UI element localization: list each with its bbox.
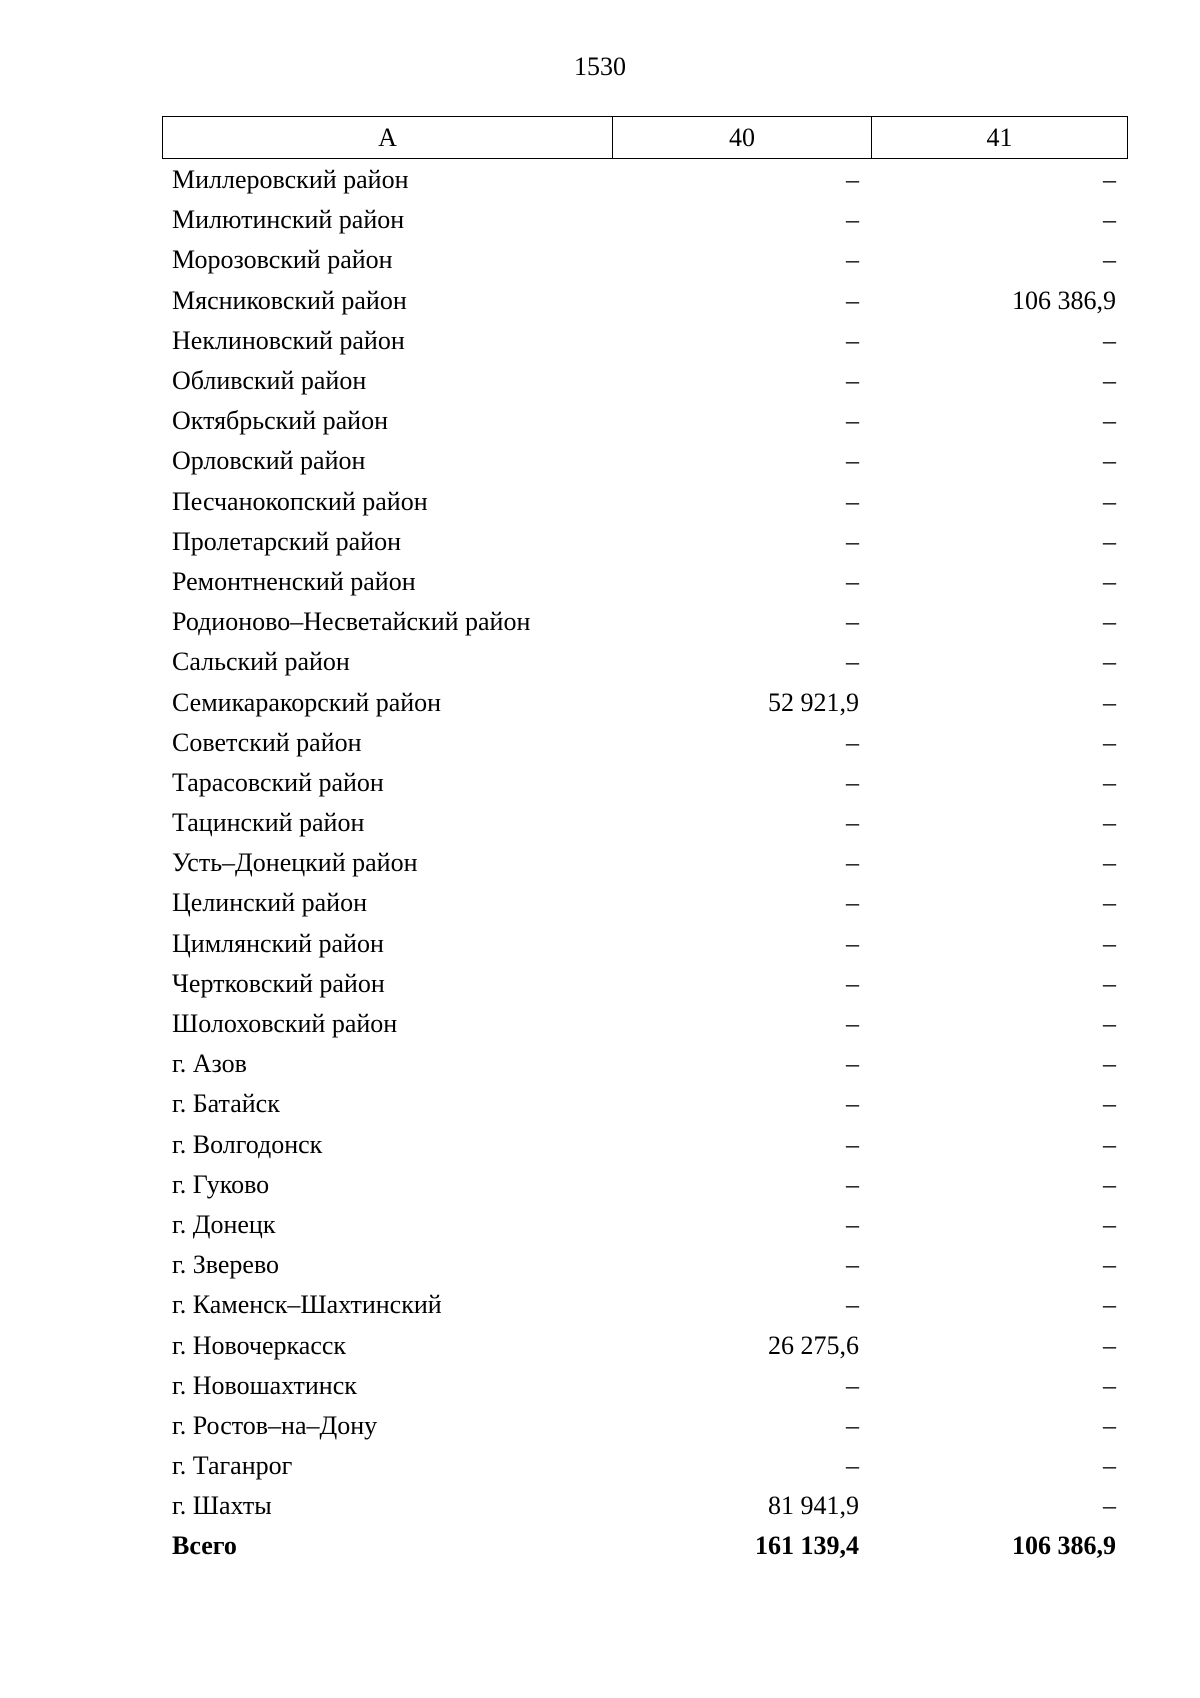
row-value-40-cell: – <box>846 406 859 436</box>
table-row <box>162 562 1128 602</box>
row-value-40-cell: – <box>846 607 859 637</box>
row-value-40-cell: – <box>846 848 859 878</box>
row-value-41-cell: – <box>1103 607 1116 637</box>
row-value-41-cell: – <box>1103 767 1116 797</box>
row-value-41-cell: – <box>1103 366 1116 396</box>
table-row <box>162 1366 1128 1406</box>
table-row <box>162 160 1128 200</box>
table-row <box>162 883 1128 923</box>
table-row <box>162 200 1128 240</box>
row-value-41-cell: – <box>1103 325 1116 355</box>
row-value-40-cell: – <box>846 727 859 757</box>
row-value-41-cell: – <box>1103 566 1116 596</box>
row-value-41-cell: – <box>1103 1009 1116 1039</box>
table-row <box>162 1205 1128 1245</box>
row-value-41-cell: – <box>1103 1330 1116 1360</box>
row-value-41-cell: – <box>1103 848 1116 878</box>
row-name-cell: г. Волгодонск <box>172 1129 323 1159</box>
row-value-41-cell: – <box>1103 1129 1116 1159</box>
row-value-40-cell: – <box>846 1410 859 1440</box>
table-row <box>162 1125 1128 1165</box>
row-value-40-cell: – <box>846 366 859 396</box>
row-value-41-cell: – <box>1103 1491 1116 1521</box>
table-row <box>162 1446 1128 1486</box>
row-value-41-cell: – <box>1103 486 1116 516</box>
row-name-cell: Семикаракорский район <box>172 687 442 717</box>
row-value-41-cell: – <box>1103 928 1116 958</box>
table-body <box>162 160 1128 1567</box>
table-row <box>162 1486 1128 1526</box>
row-value-41-cell: – <box>1103 647 1116 677</box>
row-value-40-cell: – <box>846 325 859 355</box>
row-name-cell: Ремонтненский район <box>172 566 416 596</box>
table-row <box>162 401 1128 441</box>
row-value-40-cell: – <box>846 647 859 677</box>
table-row <box>162 1004 1128 1044</box>
row-value-40-cell: – <box>846 526 859 556</box>
row-name-cell: г. Каменск–Шахтинский <box>172 1290 442 1320</box>
table-row <box>162 924 1128 964</box>
row-value-40-cell: – <box>846 1129 859 1159</box>
row-name-cell: г. Зверево <box>172 1250 280 1280</box>
table-total-row <box>162 1526 1128 1566</box>
row-value-40-cell: – <box>846 1169 859 1199</box>
row-value-40-cell: – <box>846 1451 859 1481</box>
row-value-40-cell: – <box>846 808 859 838</box>
row-name-cell: Пролетарский район <box>172 526 402 556</box>
row-value-40-cell: – <box>846 767 859 797</box>
row-name-cell: г. Новошахтинск <box>172 1370 357 1400</box>
row-name-cell: Советский район <box>172 727 362 757</box>
row-value-40-cell: – <box>846 1049 859 1079</box>
row-name-cell: г. Ростов–на–Дону <box>172 1410 378 1440</box>
row-name-cell: г. Донецк <box>172 1209 276 1239</box>
row-name-cell: Миллеровский район <box>172 165 409 195</box>
row-name-cell: Неклиновский район <box>172 325 405 355</box>
row-value-41-cell: – <box>1103 1370 1116 1400</box>
row-value-40-cell: – <box>846 205 859 235</box>
table-row <box>162 1245 1128 1285</box>
table-row <box>162 482 1128 522</box>
total-value-41-cell: 106 386,9 <box>1012 1531 1116 1561</box>
table-row <box>162 281 1128 321</box>
row-name-cell: Целинский район <box>172 888 367 918</box>
table-row <box>162 1325 1128 1365</box>
row-name-cell: Усть–Донецкий район <box>172 848 418 878</box>
row-value-40-cell: – <box>846 928 859 958</box>
row-value-41-cell: – <box>1103 888 1116 918</box>
row-name-cell: Шолоховский район <box>172 1009 398 1039</box>
row-value-41-cell: – <box>1103 968 1116 998</box>
row-value-40-cell: – <box>846 1009 859 1039</box>
row-name-cell: Орловский район <box>172 446 366 476</box>
total-value-40-cell: 161 139,4 <box>755 1531 859 1561</box>
row-name-cell: Тацинский район <box>172 808 365 838</box>
row-value-41-cell: – <box>1103 1169 1116 1199</box>
row-value-41-cell: – <box>1103 727 1116 757</box>
row-value-41-cell: – <box>1103 406 1116 436</box>
row-name-cell: г. Гуково <box>172 1169 270 1199</box>
table-row <box>162 1285 1128 1325</box>
row-name-cell: Милютинский район <box>172 205 405 235</box>
table-row <box>162 642 1128 682</box>
table-row <box>162 1165 1128 1205</box>
row-name-cell: Морозовский район <box>172 245 393 275</box>
row-name-cell: Родионово–Несветайский район <box>172 607 531 637</box>
row-value-41-cell: – <box>1103 205 1116 235</box>
row-value-41-cell: – <box>1103 1451 1116 1481</box>
row-value-41-cell: – <box>1103 1209 1116 1239</box>
row-value-40-cell: – <box>846 1089 859 1119</box>
row-value-40-cell: 26 275,6 <box>768 1330 859 1360</box>
row-name-cell: Песчанокопский район <box>172 486 428 516</box>
row-value-41-cell: – <box>1103 526 1116 556</box>
row-name-cell: г. Шахты <box>172 1491 272 1521</box>
total-label-cell: Всего <box>172 1531 237 1561</box>
header-cell-40: 40 <box>613 117 872 158</box>
row-value-40-cell: – <box>846 285 859 315</box>
row-name-cell: Октябрьский район <box>172 406 388 436</box>
table-row <box>162 843 1128 883</box>
row-value-40-cell: – <box>846 1370 859 1400</box>
table-row <box>162 602 1128 642</box>
table-header <box>162 116 1128 159</box>
row-name-cell: г. Новочеркасск <box>172 1330 347 1360</box>
row-value-41-cell: – <box>1103 446 1116 476</box>
table-row <box>162 763 1128 803</box>
row-name-cell: Мясниковский район <box>172 285 407 315</box>
row-value-40-cell: – <box>846 486 859 516</box>
row-name-cell: г. Азов <box>172 1049 247 1079</box>
row-value-40-cell: – <box>846 888 859 918</box>
row-value-41-cell: – <box>1103 808 1116 838</box>
row-value-40-cell: – <box>846 165 859 195</box>
table-row <box>162 682 1128 722</box>
row-name-cell: г. Таганрог <box>172 1451 293 1481</box>
row-value-40-cell: 81 941,9 <box>768 1491 859 1521</box>
row-value-40-cell: – <box>846 1209 859 1239</box>
row-name-cell: Тарасовский район <box>172 767 384 797</box>
row-value-41-cell: – <box>1103 245 1116 275</box>
row-name-cell: Цимлянский район <box>172 928 384 958</box>
table-row <box>162 361 1128 401</box>
table-row <box>162 321 1128 361</box>
row-name-cell: Обливский район <box>172 366 367 396</box>
header-cell-a: А <box>163 117 613 158</box>
row-value-40-cell: – <box>846 566 859 596</box>
row-value-40-cell: – <box>846 446 859 476</box>
table-row <box>162 964 1128 1004</box>
row-name-cell: Чертковский район <box>172 968 385 998</box>
table-row <box>162 1044 1128 1084</box>
row-value-41-cell: – <box>1103 1049 1116 1079</box>
page-number: 1530 <box>574 52 626 81</box>
row-value-41-cell: – <box>1103 165 1116 195</box>
row-value-41-cell: – <box>1103 687 1116 717</box>
row-name-cell: Сальский район <box>172 647 350 677</box>
table-row <box>162 240 1128 280</box>
table-row <box>162 1406 1128 1446</box>
table-row <box>162 803 1128 843</box>
row-name-cell: г. Батайск <box>172 1089 280 1119</box>
row-value-40-cell: – <box>846 245 859 275</box>
table-row <box>162 1084 1128 1124</box>
row-value-41-cell: – <box>1103 1410 1116 1440</box>
table-row <box>162 522 1128 562</box>
table-row <box>162 441 1128 481</box>
row-value-40-cell: 52 921,9 <box>768 687 859 717</box>
row-value-40-cell: – <box>846 968 859 998</box>
header-cell-41: 41 <box>986 122 1013 152</box>
row-value-40-cell: – <box>846 1250 859 1280</box>
row-value-41-cell: – <box>1103 1250 1116 1280</box>
row-value-40-cell: – <box>846 1290 859 1320</box>
row-value-41-cell: 106 386,9 <box>1012 285 1116 315</box>
table-row <box>162 723 1128 763</box>
row-value-41-cell: – <box>1103 1290 1116 1320</box>
row-value-41-cell: – <box>1103 1089 1116 1119</box>
